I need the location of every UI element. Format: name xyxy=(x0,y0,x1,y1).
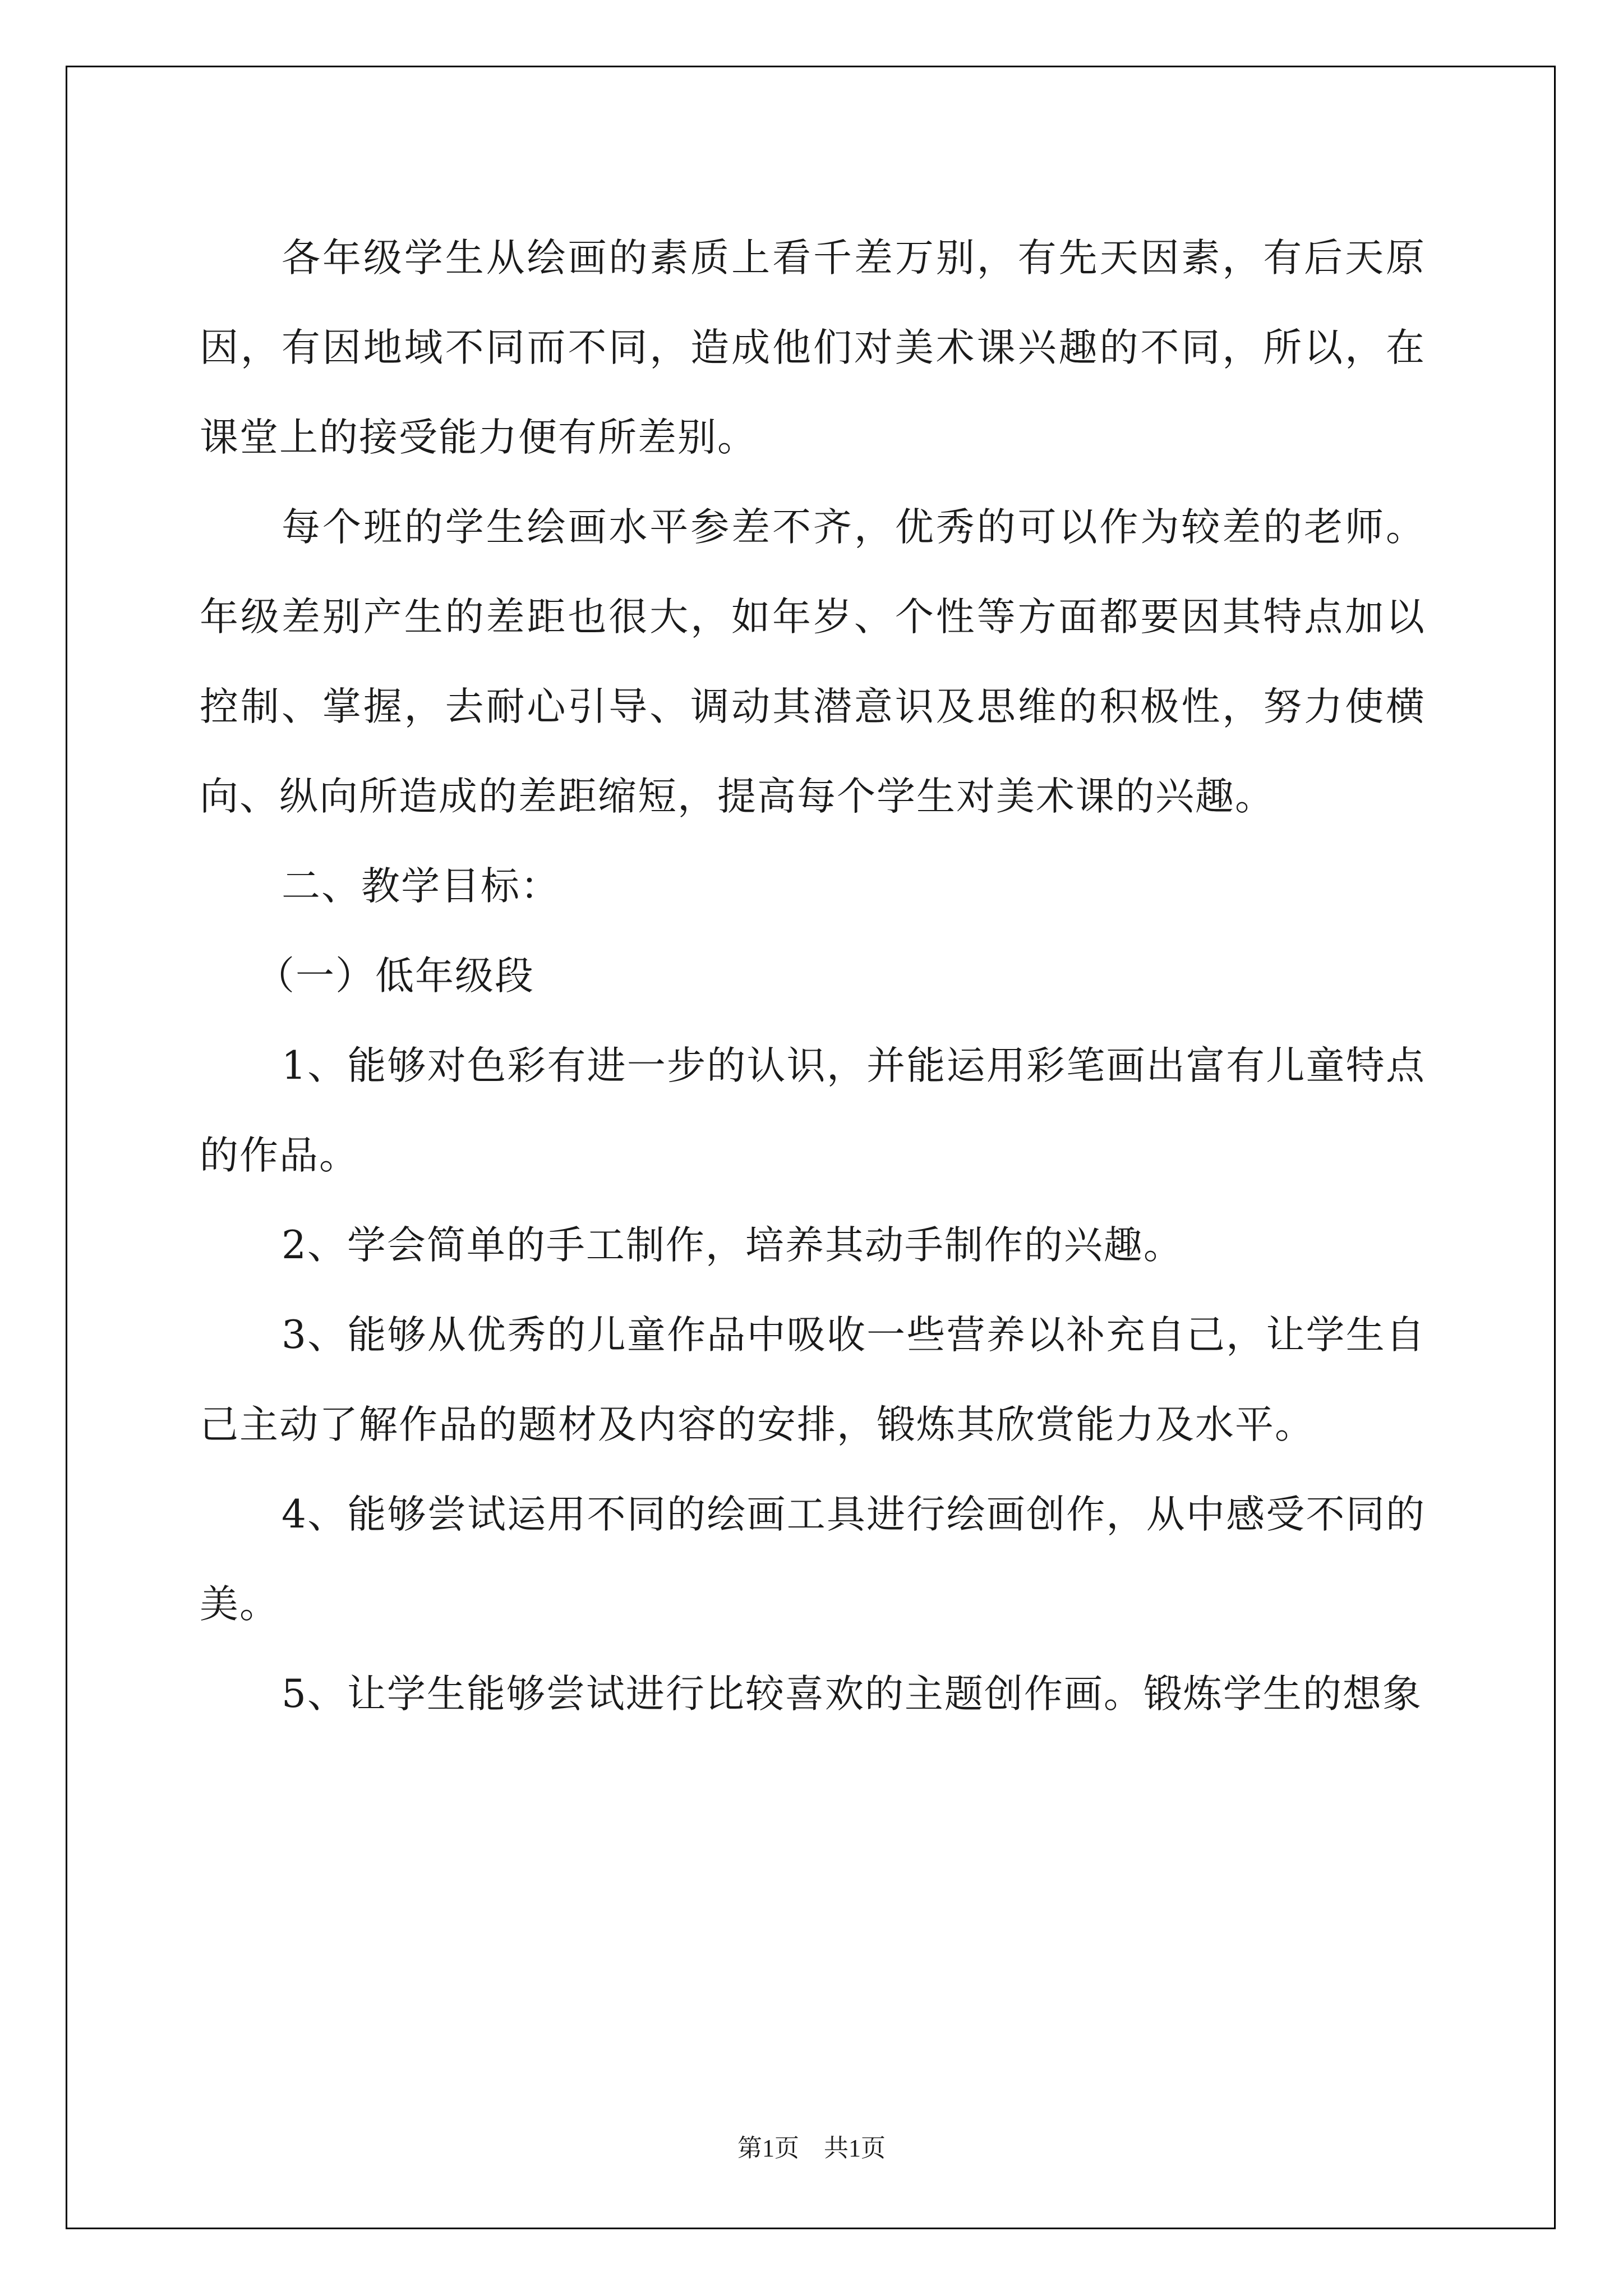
goal-item-4: 4、能够尝试运用不同的绘画工具进行绘画创作，从中感受不同的美。 xyxy=(200,1492,1426,1627)
document-body xyxy=(200,213,1426,1739)
paragraph-student-differences: 各年级学生从绘画的素质上看千差万别，有先天因素，有后天原因，有因地域不同而不同，造成他们对美术课兴趣的不同，所以，在课堂上的接受能力便有所差别。 xyxy=(200,236,1426,460)
goal-item-1: 1、能够对色彩有进一步的认识，并能运用彩笔画出富有儿童特点的作品。 xyxy=(200,1043,1426,1178)
goal-item-3: 3、能够从优秀的儿童作品中吸收一些营养以补充自己，让学生自己主动了解作品的题材及内容的安排，锻炼其欣赏能力及水平。 xyxy=(200,1313,1426,1447)
page-number-footer: 第1页 共1页 xyxy=(737,2134,886,2162)
goal-item-5: 5、让学生能够尝试进行比较喜欢的主题创作画。锻炼学生的想象 xyxy=(282,1672,1422,1717)
goal-item-2: 2、学会简单的手工制作，培养其动手制作的兴趣。 xyxy=(282,1223,1183,1268)
paragraph-class-levels: 每个班的学生绘画水平参差不齐，优秀的可以作为较差的老师。年级差别产生的差距也很大，如年岁、个性等方面都要因其特点加以控制、掌握，去耐心引导、调动其潜意识及思维的积极性，努力使横向、纵向所造成的差距缩短，提高每个学生对美术课的兴趣。 xyxy=(200,505,1426,819)
heading-teaching-goals: 二、教学目标： xyxy=(282,864,560,909)
heading-lower-grades: （一）低年级段 xyxy=(256,954,534,999)
